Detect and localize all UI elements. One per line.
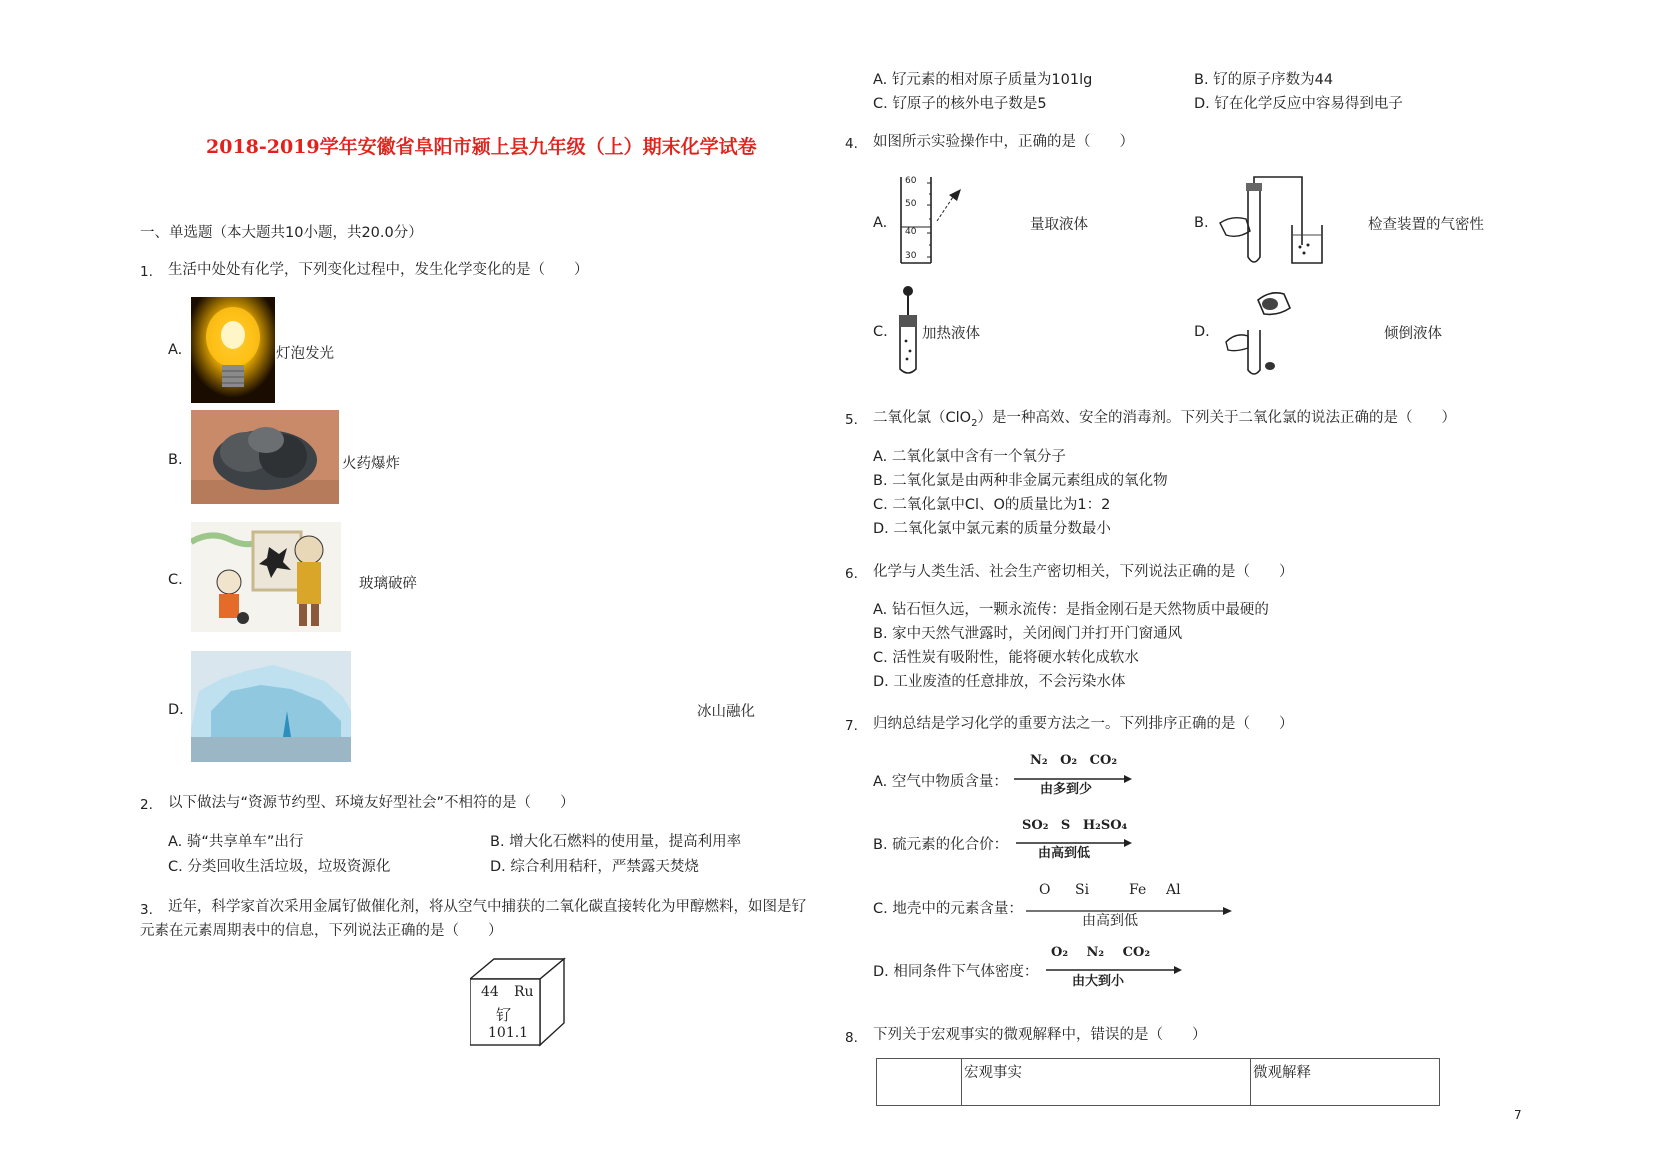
element-atomic-number: 44 (481, 984, 499, 1000)
cylinder-tick-60: 60 (905, 176, 917, 186)
q1-text: 生活中处处有化学，下列变化过程中，发生化学变化的是（ ） (168, 262, 589, 278)
q4-option-a-text: 量取液体 (1030, 217, 1088, 233)
q3-option-c-letter: C. (873, 96, 888, 112)
q7-option-c (873, 897, 1023, 918)
q3-option-c-text: 钌原子的核外电子数是5 (892, 96, 1047, 112)
q5-text-sub: 2 (971, 417, 978, 429)
q4-option-c-text: 加热液体 (922, 326, 980, 342)
periodic-table-cell (470, 955, 566, 1047)
q2-text: 以下做法与“资源节约型、环境友好型社会”不相符的是（ ） (168, 795, 575, 811)
q4-option-b-text: 检查装置的气密性 (1368, 217, 1484, 233)
element-symbol: Ru (514, 984, 534, 1000)
heating-liquid-diagram (897, 285, 919, 377)
q7-option-b-letter: B. (873, 837, 888, 853)
q8-table (876, 1058, 1440, 1106)
q2-option-b-text: 增大化石燃料的使用量，提高利用率 (509, 834, 742, 850)
q2-option-b (490, 830, 741, 851)
q4-text: 如图所示实验操作中，正确的是（ ） (873, 134, 1134, 150)
q3-option-d (1194, 92, 1403, 113)
q6-option-b-letter: B. (873, 626, 888, 642)
q3-option-d-text: 钌在化学反应中容易得到电子 (1214, 96, 1403, 112)
q1-option-c-letter: C. (168, 572, 183, 588)
cylinder-tick-40: 40 (905, 227, 917, 237)
q1-option-b-text: 火药爆炸 (342, 456, 400, 472)
broken-glass-cartoon (191, 522, 341, 632)
q8-number: 8. (845, 1030, 858, 1046)
q5-option-d-text: 二氧化氯中氯元素的质量分数最小 (893, 521, 1111, 537)
q6-option-a-letter: A. (873, 602, 888, 618)
q1-number: 1. (140, 264, 153, 280)
q5-option-b-letter: B. (873, 473, 888, 489)
explosion-image (191, 410, 339, 504)
q7-c-item-fe: Fe (1129, 882, 1147, 898)
q2-option-b-letter: B. (490, 834, 505, 850)
q8-table-header-fact: 宏观事实 (962, 1059, 1251, 1106)
q1-option-b-letter: B. (168, 452, 183, 468)
q1-option-c-text: 玻璃破碎 (359, 576, 417, 592)
q6-option-d-letter: D. (873, 674, 889, 690)
q6-option-b (873, 622, 1182, 643)
q3-text-line2: 元素在元素周期表中的信息，下列说法正确的是（ ） (140, 923, 503, 939)
q6-option-a (873, 598, 1269, 619)
q2-option-c (168, 855, 390, 876)
element-name: 钌 (496, 1006, 512, 1024)
q7-option-c-text: 地壳中的元素含量： (892, 901, 1023, 917)
q7-b-under: 由高到低 (1038, 846, 1091, 861)
q6-text: 化学与人类生活、社会生产密切相关，下列说法正确的是（ ） (873, 564, 1294, 580)
q5-option-c (873, 493, 1110, 514)
q7-option-d (873, 960, 1038, 981)
q7-d-arrow (1046, 962, 1182, 970)
q6-option-c-letter: C. (873, 650, 888, 666)
q5-option-b (873, 469, 1168, 490)
q6-option-b-text: 家中天然气泄露时，关闭阀门并打开门窗通风 (892, 626, 1183, 642)
q4-option-d-text: 倾倒液体 (1384, 326, 1442, 342)
q6-option-c (873, 646, 1139, 667)
q5-option-d (873, 517, 1111, 538)
q1-option-d-text: 冰山融化 (697, 704, 755, 720)
q2-option-a (168, 830, 303, 851)
section-heading: 一、单选题（本大题共10小题，共20.0分） (140, 225, 423, 241)
q8-table-header-explanation: 微观解释 (1251, 1059, 1440, 1106)
q7-a-under: 由多到少 (1040, 782, 1093, 797)
q2-option-d (490, 855, 699, 876)
q5-option-a (873, 445, 1066, 466)
q7-d-items: O₂ N₂ CO₂ (1051, 945, 1151, 960)
q7-b-items: SO₂ S H₂SO₄ (1022, 818, 1128, 833)
q3-number: 3. (140, 902, 153, 918)
q4-option-b-letter: B. (1194, 215, 1209, 231)
q3-text-line1: 近年，科学家首次采用金属钌做催化剂，将从空气中捕获的二氧化碳直接转化为甲醇燃料，如图是钌 (168, 899, 806, 915)
q7-c-item-al: Al (1166, 882, 1181, 898)
lightbulb-image (191, 297, 275, 403)
q5-option-c-text: 二氧化氯中Cl、O的质量比为1：2 (892, 497, 1111, 513)
q6-option-d-text: 工业废渣的任意排放，不会污染水体 (893, 674, 1126, 690)
q7-number: 7. (845, 718, 858, 734)
q5-option-a-letter: A. (873, 449, 888, 465)
graduated-cylinder-diagram (897, 175, 967, 265)
element-atomic-mass: 101.1 (488, 1025, 529, 1041)
q7-option-d-letter: D. (873, 964, 889, 980)
q7-c-item-si: Si (1075, 882, 1090, 898)
q2-option-d-letter: D. (490, 859, 506, 875)
q3-option-d-letter: D. (1194, 96, 1210, 112)
q7-option-a-letter: A. (873, 774, 888, 790)
q5-option-b-text: 二氧化氯是由两种非金属元素组成的氧化物 (892, 473, 1168, 489)
q5-option-a-text: 二氧化氯中含有一个氧分子 (891, 449, 1066, 465)
airtightness-apparatus-diagram (1218, 175, 1328, 267)
q5-text-post: ）是一种高效、安全的消毒剂。下列关于二氧化氯的说法正确的是（ ） (977, 410, 1456, 426)
q2-option-c-text: 分类回收生活垃圾，垃圾资源化 (187, 859, 391, 875)
q6-option-c-text: 活性炭有吸附性，能将硬水转化成软水 (892, 650, 1139, 666)
q6-option-a-text: 钻石恒久远，一颗永流传：是指金刚石是天然物质中最硬的 (891, 602, 1269, 618)
q3-option-b (1194, 68, 1333, 89)
q5-option-d-letter: D. (873, 521, 889, 537)
q7-option-c-letter: C. (873, 901, 888, 917)
q6-option-d (873, 670, 1125, 691)
page-number: 7 (1514, 1108, 1522, 1122)
q7-a-items: N₂ O₂ CO₂ (1030, 753, 1118, 768)
q7-option-a (873, 770, 1008, 791)
q7-option-d-text: 相同条件下气体密度： (893, 964, 1039, 980)
q4-option-c-letter: C. (873, 324, 888, 340)
q7-option-b-text: 硫元素的化合价： (892, 837, 1009, 853)
q6-number: 6. (845, 566, 858, 582)
page-title: 2018-2019学年安徽省阜阳市颍上县九年级（上）期末化学试卷 (206, 136, 757, 158)
q5-text-pre: 二氧化氯（ClO (873, 410, 972, 426)
q7-option-a-text: 空气中物质含量： (891, 774, 1008, 790)
q2-option-c-letter: C. (168, 859, 183, 875)
q4-option-d-letter: D. (1194, 324, 1210, 340)
q5-text (873, 406, 1456, 429)
q2-option-d-text: 综合利用秸秆，严禁露天焚烧 (510, 859, 699, 875)
q7-text: 归纳总结是学习化学的重要方法之一。下列排序正确的是（ ） (873, 716, 1294, 732)
q3-option-b-letter: B. (1194, 72, 1209, 88)
cylinder-tick-50: 50 (905, 199, 917, 209)
cylinder-tick-30: 30 (905, 251, 917, 261)
q1-option-a-text: 灯泡发光 (276, 346, 334, 362)
q3-option-c (873, 92, 1047, 113)
q7-option-b (873, 833, 1008, 854)
q7-c-under: 由高到低 (1082, 913, 1138, 929)
q4-option-a-letter: A. (873, 215, 888, 231)
pouring-liquid-diagram (1218, 282, 1298, 378)
q1-option-d-letter: D. (168, 702, 184, 718)
q7-d-under: 由大到小 (1072, 974, 1125, 989)
q3-option-a-text: 钌元素的相对原子质量为101lg (891, 72, 1093, 88)
q3-option-b-text: 钌的原子序数为44 (1213, 72, 1334, 88)
q3-option-a (873, 68, 1092, 89)
q4-number: 4. (845, 136, 858, 152)
q2-option-a-letter: A. (168, 834, 183, 850)
q2-number: 2. (140, 797, 153, 813)
q8-text: 下列关于宏观事实的微观解释中，错误的是（ ） (873, 1027, 1207, 1043)
q8-table-header-blank (877, 1059, 962, 1106)
iceberg-image (191, 651, 351, 762)
q7-c-item-o: O (1039, 882, 1051, 898)
q5-option-c-letter: C. (873, 497, 888, 513)
q1-option-a-letter: A. (168, 342, 183, 358)
q5-number: 5. (845, 412, 858, 428)
q2-option-a-text: 骑“共享单车”出行 (186, 834, 304, 850)
q8-table-header-row (877, 1059, 1440, 1106)
q3-option-a-letter: A. (873, 72, 888, 88)
